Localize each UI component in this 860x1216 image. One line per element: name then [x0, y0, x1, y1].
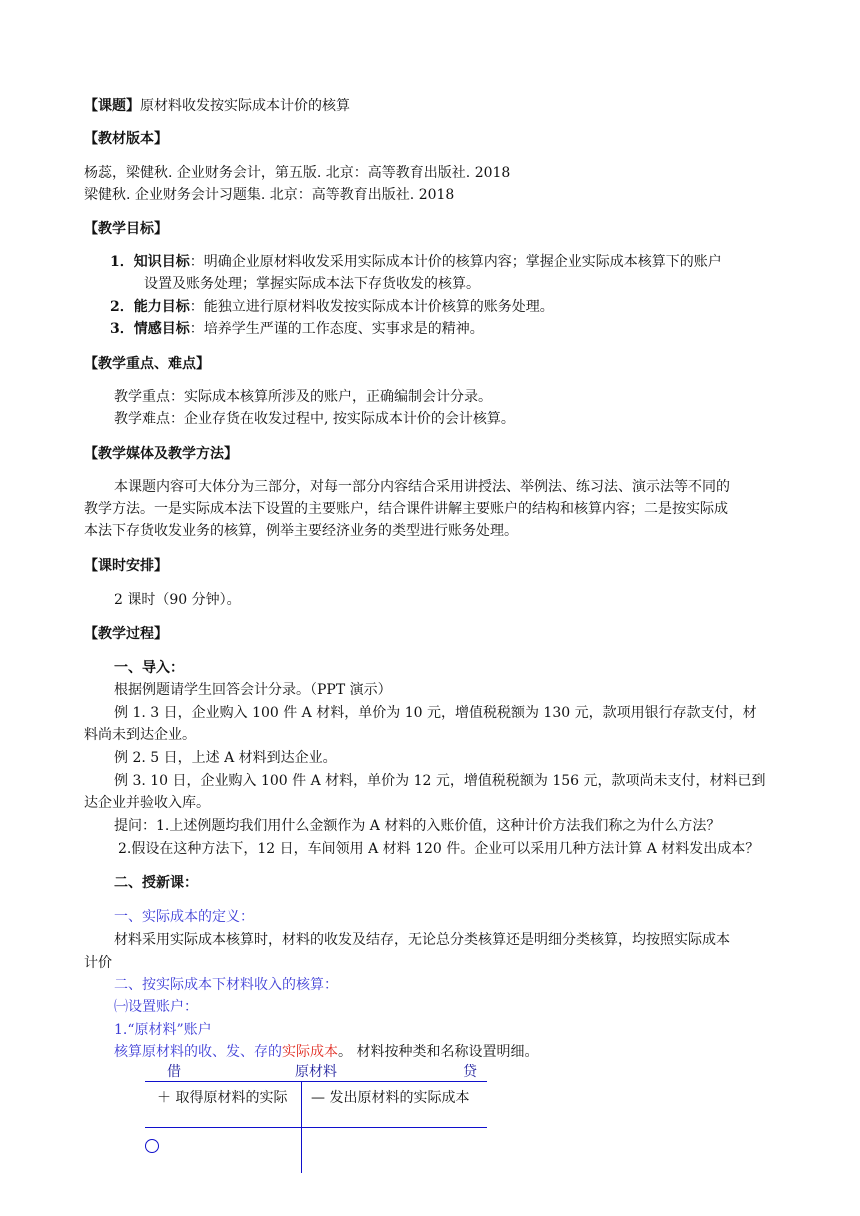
topic-text: 原材料收发按实际成本计价的核算: [140, 98, 350, 114]
difficulty-line: 教学难点：企业存货在收发过程中, 按实际成本计价的会计核算。: [114, 411, 515, 427]
t-account-diagram: [145, 1063, 487, 1175]
t-account-credit-entry: — 发出原材料的实际成本: [311, 1090, 470, 1106]
example-1-line-1: 例 1. 3 日，企业购入 100 件 A 材料，单价为 10 元，增值税税额为 130 元，款项用银行存款支付，材: [114, 705, 757, 721]
methods-heading: 【教学媒体及教学方法】: [84, 446, 238, 462]
definition-line-1: 材料采用实际成本核算时，材料的收发及结存，无论总分类核算还是明细分类核算，均按照实际成本: [114, 932, 730, 948]
objective-3-num: 3．: [110, 321, 134, 337]
t-account-debit-entry: ＋ 取得原材料的实际: [157, 1090, 288, 1106]
t-account-middle-line: [145, 1127, 487, 1128]
receipt-heading: 二、按实际成本下材料收入的核算：: [114, 977, 338, 993]
key-points-heading: 【教学重点、难点】: [84, 356, 210, 372]
t-account-title: 原材料: [295, 1064, 337, 1080]
t-account-top-line: [145, 1081, 487, 1082]
objective-2-num: 2．: [110, 299, 134, 315]
key-point-line: 教学重点：实际成本核算所涉及的账户，正确编制会计分录。: [114, 389, 492, 405]
account-description-highlight: 实际成本: [282, 1044, 338, 1060]
account-setup-heading: ㈠设置账户：: [114, 999, 198, 1015]
objective-2: [110, 296, 810, 318]
objective-1-continuation: 设置及账务处理；掌握实际成本法下存货收发的核算。: [144, 276, 480, 292]
objective-1-num: 1．: [110, 254, 134, 270]
t-account-debit-label: 借: [167, 1064, 181, 1080]
schedule-heading: 【课时安排】: [84, 558, 168, 574]
account-description: [114, 1041, 814, 1063]
methods-line-3: 本法下存货收发业务的核算，例举主要经济业务的类型进行账务处理。: [84, 523, 518, 539]
objective-3-text: ：培养学生严谨的工作态度、实事求是的精神。: [189, 321, 484, 337]
topic-label: 【课题】: [84, 98, 140, 114]
account-description-post: 。 材料按种类和名称设置明细。: [338, 1044, 539, 1060]
example-2-line: 例 2. 5 日，上述 A 材料到达企业。: [114, 750, 337, 766]
circle-marker-icon: [145, 1139, 159, 1153]
schedule-text: 2 课时（90 分钟）。: [114, 592, 241, 608]
objective-2-text: ：能独立进行原材料收发按实际成本计价核算的账务处理。: [189, 299, 554, 315]
objective-1-title: 知识目标: [133, 254, 190, 270]
objective-1-text: ：明确企业原材料收发采用实际成本计价的核算内容；掌握企业实际成本核算下的账户: [189, 254, 722, 270]
intro-line-1: 根据例题请学生回答会计分录。（PPT 演示）: [114, 682, 392, 698]
process-heading: 【教学过程】: [84, 626, 168, 642]
edition-line-2: 梁健秋. 企业财务会计习题集. 北京：高等教育出版社. 2018: [84, 187, 455, 203]
edition-line-1: 杨蕊，梁健秋. 企业财务会计，第五版. 北京：高等教育出版社. 2018: [84, 165, 511, 181]
intro-heading: 一、导入：: [114, 660, 184, 676]
example-1-line-2: 料尚未到达企业。: [84, 727, 196, 743]
methods-line-2: 教学方法。一是实际成本法下设置的主要账户，结合课件讲解主要账户的结构和核算内容；二是按实际成: [84, 501, 728, 517]
objectives-heading: 【教学目标】: [84, 221, 168, 237]
definition-heading: 一、实际成本的定义：: [114, 909, 254, 925]
example-3-line-1: 例 3. 10 日，企业购入 100 件 A 材料，单价为 12 元，增值税税额为 156 元，款项尚未支付，材料已到: [114, 773, 766, 789]
objective-1: [110, 251, 810, 273]
raw-material-account-heading: 1.“原材料”账户: [114, 1022, 212, 1038]
methods-line-1: 本课题内容可大体分为三部分，对每一部分内容结合采用讲授法、举例法、练习法、演示法等不同的: [114, 479, 730, 495]
topic-line: [84, 95, 784, 117]
objective-2-title: 能力目标: [133, 299, 190, 315]
definition-line-2: 计价: [84, 955, 112, 971]
t-account-credit-label: 贷: [463, 1064, 477, 1080]
objective-3: [110, 318, 810, 340]
account-description-pre: 核算原材料的收、发、存的: [114, 1044, 282, 1060]
question-line-1: 提问：1.上述例题均我们用什么金额作为 A 材料的入账价值，这种计价方法我们称之为什么方法？: [114, 818, 721, 834]
objective-3-title: 情感目标: [133, 321, 190, 337]
question-line-2: 2.假设在这种方法下，12 日，车间领用 A 材料 120 件。企业可以采用几种方法计算 A 材料发出成本？: [118, 841, 760, 857]
new-lesson-heading: 二、授新课：: [114, 875, 198, 891]
edition-heading: 【教材版本】: [84, 131, 168, 147]
example-3-line-2: 达企业并验收入库。: [84, 795, 210, 811]
